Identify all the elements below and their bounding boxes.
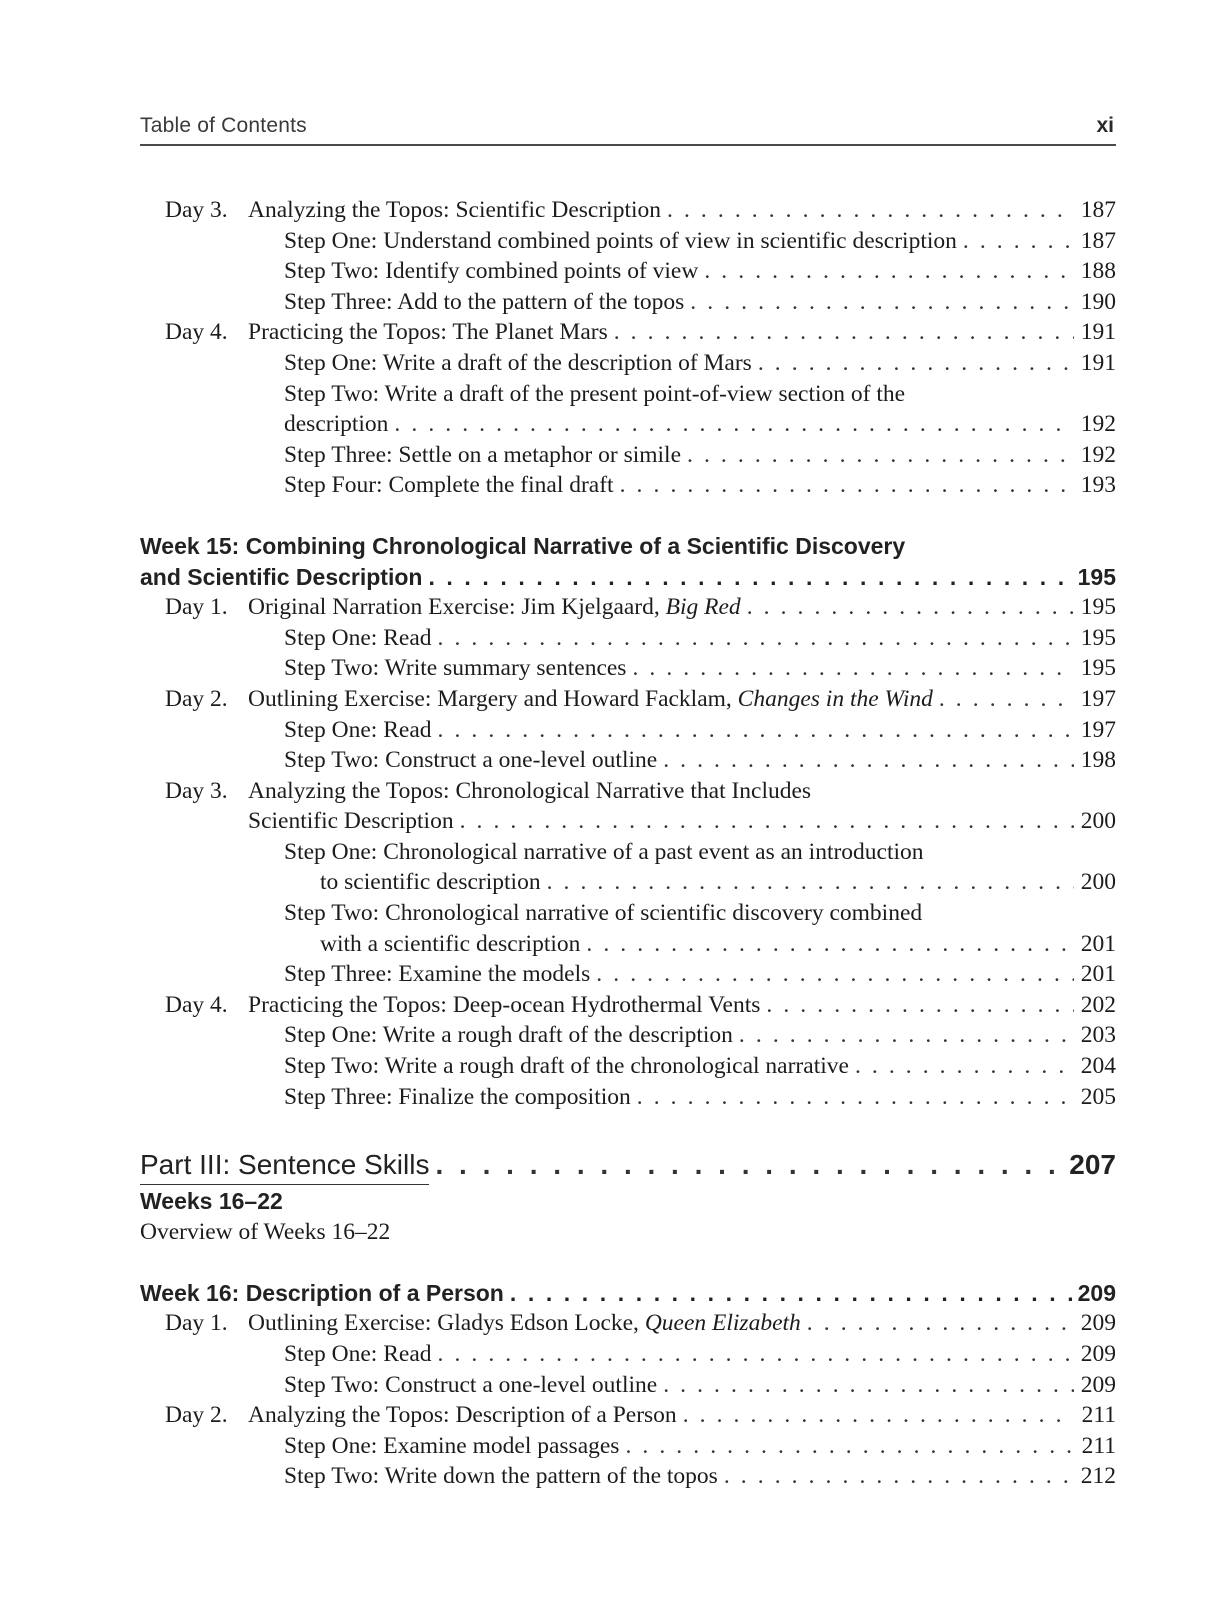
page-ref: 195 — [1077, 563, 1116, 590]
toc-entry-day[interactable] — [140, 1400, 1116, 1431]
entry-label: Step One: Write a draft of the description of Mars — [284, 349, 752, 376]
dot-leader — [438, 715, 1075, 746]
entry-label: Step One: Read — [284, 1341, 432, 1367]
entry-label: Step Three: Examine the models — [284, 961, 591, 988]
page-ref: 203 — [1080, 1022, 1116, 1049]
dot-leader — [704, 256, 1074, 287]
entry-label: to scientific description — [320, 869, 541, 896]
weeks-range: Weeks 16–22 — [140, 1188, 283, 1215]
page-ref: 195 — [1080, 624, 1116, 651]
dot-leader — [855, 1051, 1074, 1082]
book-title: Queen Elizabeth — [644, 1310, 801, 1337]
day-prefix: Day 3. — [165, 197, 228, 223]
entry-label: Step Two: Write down the pattern of the topos — [284, 1463, 718, 1490]
dot-leader — [687, 440, 1074, 471]
toc-page — [140, 110, 1116, 1492]
toc-entry-day[interactable] — [140, 990, 1116, 1021]
page-ref: 211 — [1081, 1432, 1116, 1459]
toc-entry-step[interactable] — [140, 226, 1116, 257]
toc-entry-step-line1[interactable] — [140, 379, 1116, 410]
page-ref: 192 — [1080, 441, 1116, 468]
entry-label: Scientific Description — [248, 808, 454, 835]
page-ref: 201 — [1080, 930, 1116, 957]
entry-label: Step Two: Identify combined points of view — [284, 258, 699, 285]
page-ref: 209 — [1080, 1341, 1116, 1367]
toc-entry-step[interactable] — [140, 1082, 1116, 1113]
entry-label: Step One: Read — [284, 716, 432, 743]
running-head-title: Table of Contents — [140, 114, 307, 137]
day-prefix: Day 4. — [165, 991, 228, 1018]
dot-leader — [394, 409, 1074, 440]
toc-entry-part[interactable] — [140, 1146, 1116, 1185]
entry-label: Step Two: Construct a one-level outline — [284, 1371, 658, 1398]
book-title: Changes in the Wind — [737, 685, 933, 712]
spacer — [140, 1248, 1116, 1278]
entry-label: Step Two: Write summary sentences — [284, 655, 627, 682]
toc-entry-step[interactable] — [140, 440, 1116, 471]
entry-label-text: Outlining Exercise: Gladys Edson Locke, — [248, 1310, 639, 1337]
toc-entry-step[interactable] — [140, 653, 1116, 684]
toc-entry-step-line2[interactable] — [140, 867, 1116, 898]
toc-entry-step[interactable] — [140, 745, 1116, 776]
dot-leader — [547, 867, 1074, 898]
entry-label: Practicing the Topos: Deep-ocean Hydrothermal Vents — [248, 991, 761, 1018]
entry-label: Step One: Write a rough draft of the description — [284, 1022, 733, 1049]
toc-entry-step[interactable] — [140, 1461, 1116, 1492]
dot-leader — [690, 287, 1074, 318]
entry-label: Step Three: Settle on a metaphor or simile — [284, 441, 682, 468]
entry-label: Step Two: Write a draft of the present point-of-view section of the — [284, 380, 906, 407]
entry-label — [248, 1308, 801, 1339]
running-head — [140, 110, 1116, 146]
dot-leader — [667, 195, 1074, 226]
page-ref: 197 — [1080, 685, 1116, 712]
dot-leader — [663, 1370, 1074, 1401]
dot-leader — [766, 990, 1074, 1021]
week-title: Week 15: Combining Chronological Narrative of a Scientific Discovery — [140, 532, 906, 559]
page-ref: 187 — [1080, 197, 1116, 223]
entry-label-text: Outlining Exercise: Margery and Howard Facklam, — [248, 685, 732, 712]
entry-label: Analyzing the Topos: Scientific Description — [248, 197, 662, 223]
toc-entry-week-line2[interactable] — [140, 562, 1116, 593]
page-ref: 192 — [1080, 411, 1116, 438]
entry-label: description — [284, 411, 389, 438]
page-ref: 209 — [1077, 1279, 1116, 1306]
toc-entry-step[interactable] — [140, 1431, 1116, 1462]
weeks-range-heading — [140, 1185, 1116, 1217]
toc-entry-day[interactable] — [140, 684, 1116, 715]
page-ref: 190 — [1080, 288, 1116, 315]
entry-label: Analyzing the Topos: Description of a Person — [248, 1402, 677, 1429]
toc-entry-week[interactable] — [140, 1278, 1116, 1309]
dot-leader — [586, 929, 1074, 960]
toc-entry-step[interactable] — [140, 623, 1116, 654]
dot-leader — [625, 1431, 1074, 1462]
dot-leader — [747, 592, 1074, 623]
dot-leader — [438, 1339, 1075, 1370]
day-prefix: Day 2. — [165, 685, 228, 712]
day-prefix: Day 1. — [165, 594, 228, 621]
page-ref: 191 — [1080, 349, 1116, 376]
toc-entry-step[interactable] — [140, 256, 1116, 287]
dot-leader — [510, 1278, 1072, 1309]
page-ref: 211 — [1081, 1402, 1116, 1429]
dot-leader — [596, 959, 1074, 990]
entry-label: Practicing the Topos: The Planet Mars — [248, 319, 608, 346]
dot-leader — [460, 806, 1074, 837]
toc-entry-step-line2[interactable] — [140, 409, 1116, 440]
page-ref: 195 — [1080, 655, 1116, 682]
page-ref: 212 — [1080, 1463, 1116, 1490]
entry-label — [248, 592, 741, 623]
toc-entry-step-line1[interactable] — [140, 898, 1116, 929]
page-ref: 202 — [1080, 991, 1116, 1018]
page-ref: 205 — [1080, 1083, 1116, 1110]
dot-leader — [739, 1020, 1074, 1051]
entry-label: Overview of Weeks 16–22 — [140, 1219, 391, 1246]
dot-leader — [963, 226, 1074, 257]
dot-leader — [435, 1146, 1063, 1184]
day-prefix: Day 1. — [165, 1310, 228, 1337]
entry-label: Step One: Read — [284, 624, 432, 651]
page-ref: 191 — [1080, 319, 1116, 346]
page-ref: 187 — [1080, 227, 1116, 254]
book-title: Big Red — [665, 594, 741, 621]
toc-list — [140, 195, 1116, 1492]
entry-label: Step One: Understand combined points of view in scientific description — [284, 227, 957, 254]
toc-entry-step[interactable] — [140, 348, 1116, 379]
page-ref: 209 — [1080, 1371, 1116, 1398]
toc-entry-step[interactable] — [140, 287, 1116, 318]
page-ref: 201 — [1080, 961, 1116, 988]
toc-entry-day[interactable] — [140, 195, 1116, 226]
week-title: and Scientific Description — [140, 563, 423, 590]
page-ref: 207 — [1069, 1149, 1116, 1181]
page-ref: 200 — [1080, 808, 1116, 835]
page-number: xi — [1096, 114, 1114, 137]
entry-label: Step One: Examine model passages — [284, 1432, 620, 1459]
toc-entry-day[interactable] — [140, 1308, 1116, 1339]
toc-entry-day-line2[interactable] — [140, 806, 1116, 837]
week-title: Week 16: Description of a Person — [140, 1279, 504, 1306]
entry-label: Analyzing the Topos: Chronological Narrative that Includes — [248, 777, 812, 804]
dot-leader — [758, 348, 1074, 379]
dot-leader — [807, 1308, 1074, 1339]
entry-label: Step Four: Complete the final draft — [284, 472, 614, 499]
entry-label: Step Two: Chronological narrative of scientific discovery combined — [284, 900, 923, 927]
dot-leader — [632, 653, 1074, 684]
toc-entry-step[interactable] — [140, 470, 1116, 501]
dot-leader — [637, 1082, 1074, 1113]
toc-entry-day[interactable] — [140, 592, 1116, 623]
toc-entry-step[interactable] — [140, 1339, 1116, 1370]
entry-label: Step Two: Construct a one-level outline — [284, 747, 658, 774]
toc-entry-step-line1[interactable] — [140, 837, 1116, 868]
entry-label: Step Three: Finalize the composition — [284, 1083, 631, 1110]
page-ref: 193 — [1080, 472, 1116, 499]
spacer — [140, 1112, 1116, 1146]
toc-entry-overview[interactable] — [140, 1217, 1116, 1248]
dot-leader — [724, 1461, 1074, 1492]
dot-leader — [663, 745, 1074, 776]
toc-entry-step[interactable] — [140, 715, 1116, 746]
part-title: Part III: Sentence Skills — [140, 1146, 429, 1185]
dot-leader — [438, 623, 1075, 654]
dot-leader — [683, 1400, 1074, 1431]
dot-leader — [939, 684, 1074, 715]
dot-leader — [614, 317, 1074, 348]
day-prefix: Day 3. — [165, 777, 228, 804]
page-ref: 195 — [1080, 594, 1116, 621]
page-ref: 197 — [1080, 716, 1116, 743]
dot-leader — [428, 562, 1071, 593]
toc-entry-step[interactable] — [140, 1370, 1116, 1401]
spacer — [140, 501, 1116, 531]
toc-entry-step[interactable] — [140, 959, 1116, 990]
entry-label: Step Two: Write a rough draft of the chronological narrative — [284, 1053, 849, 1080]
page-ref: 204 — [1080, 1053, 1116, 1080]
toc-entry-day[interactable] — [140, 317, 1116, 348]
page-ref: 198 — [1080, 747, 1116, 774]
entry-label — [248, 684, 933, 715]
day-prefix: Day 4. — [165, 319, 228, 346]
page-ref: 209 — [1080, 1310, 1116, 1337]
entry-label: Step One: Chronological narrative of a past event as an introduction — [284, 838, 924, 865]
toc-entry-step[interactable] — [140, 1020, 1116, 1051]
toc-entry-step[interactable] — [140, 1051, 1116, 1082]
page-ref: 188 — [1080, 258, 1116, 285]
toc-entry-step-line2[interactable] — [140, 929, 1116, 960]
toc-entry-week-line1[interactable] — [140, 531, 1116, 562]
page-ref: 200 — [1080, 869, 1116, 896]
entry-label: Step Three: Add to the pattern of the topos — [284, 288, 685, 315]
day-prefix: Day 2. — [165, 1402, 228, 1429]
dot-leader — [620, 470, 1074, 501]
entry-label: with a scientific description — [320, 930, 581, 957]
toc-entry-day-line1[interactable] — [140, 776, 1116, 807]
entry-label-text: Original Narration Exercise: Jim Kjelgaard, — [248, 594, 660, 621]
